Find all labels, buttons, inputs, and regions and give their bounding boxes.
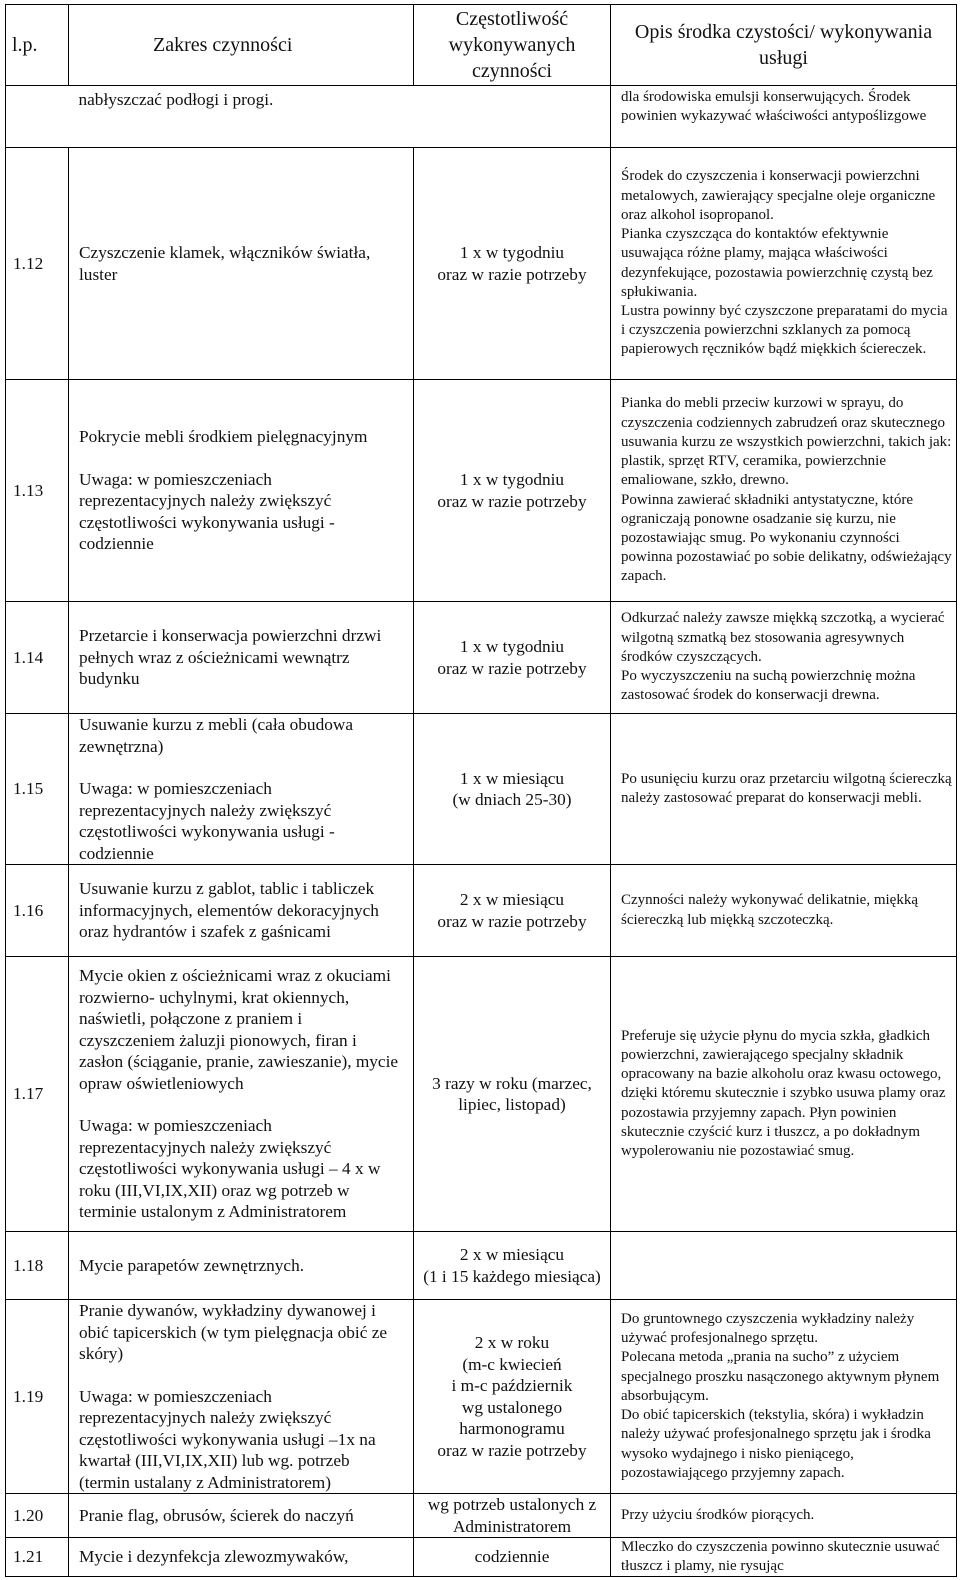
continued-description: dla środowiska emulsji konserwujących. Środek powinien wykazywać właściwości antypoślizgowe [611, 86, 957, 148]
frequency-line: oraz w razie potrzeby [437, 658, 587, 678]
description-paragraph: Lustra powinny być czyszczone preparatami do mycia i czyszczenia powierzchni szklanych za pomocą papierowych ręczników bądź miękkich ściereczek. [621, 302, 948, 358]
frequency-line: oraz w razie potrzeby [437, 1440, 587, 1460]
header-lp: l.p. [6, 5, 69, 86]
frequency-line: codziennie [474, 1547, 550, 1567]
scope-cell [69, 1494, 414, 1538]
scope-note: Uwaga: w pomieszczeniach reprezentacyjnych należy zwiększyć częstotliwości wykonywania usługi – 4 x w roku (III,VI,IX,XII) oraz wg potrzeb w terminie ustalonym z Administratorem [79, 1116, 381, 1222]
scope-cell [69, 602, 414, 714]
table-row [6, 957, 957, 1232]
row-number: 1.16 [6, 865, 69, 957]
description-paragraph: Powinna zawierać składniki antystatyczne, które ograniczają ponowne osadzanie się kurzu, nie pozostawiając smug. Po wykonaniu czynności powinna pozostawiać po sobie delikatny, odświeżający zapach. [621, 491, 952, 585]
description-cell [611, 602, 957, 714]
header-description: Opis środka czystości/ wykonywania usługi [611, 5, 957, 86]
description-paragraph: Po usunięciu kurzu oraz przetarciu wilgotną ściereczką należy zastosować preparat do konserwacji mebli. [621, 770, 952, 806]
frequency-cell [414, 1538, 611, 1577]
scope-cell [69, 714, 414, 865]
scope-note: Uwaga: w pomieszczeniach reprezentacyjnych należy zwiększyć częstotliwości wykonywania usługi –1x na kwartał (III,VI,IX,XII) lub wg. potrzeb (termin ustalany z Administratorem) [79, 1386, 376, 1492]
scope-note: Uwaga: w pomieszczeniach reprezentacyjnych należy zwiększyć częstotliwości wykonywania usługi - codziennie [79, 779, 335, 863]
description-paragraph: Po wyczyszczeniu na suchą powierzchnię można zastosować środek do konserwacji drewna. [621, 668, 916, 704]
frequency-cell [414, 714, 611, 865]
frequency-cell [414, 957, 611, 1232]
frequency-cell [414, 1494, 611, 1538]
frequency-line: i m-c październik [451, 1376, 573, 1395]
description-paragraph: Preferuje się użycie płynu do mycia szkła, gładkich powierzchni, zawierającego specjalny składnik opracowany na bazie alkoholu oraz kwasu octowego, dzięki któremu skutecznie i szybko usuwa plamy oraz pozostawia przyjemny zapach. Płyn powinien skutecznie czyścić kurz i tłuszcz, a po dokładnym wypolerowaniu nie pozostawiać smug. [621, 1027, 946, 1159]
table-header-row [6, 5, 957, 86]
scope-cell [69, 148, 414, 380]
scope-text: Usuwanie kurzu z mebli (cała obudowa zewnętrzna) [79, 715, 354, 756]
frequency-cell [414, 1232, 611, 1300]
description-paragraph: Pianka do mebli przeciw kurzowi w sprayu, do czyszczenia codziennych zabrudzeń oraz skutecznego usuwania kurzu ze wszystkich powierzchni, takich jak: plastik, sprzęt RTV, ceramika, powierzchnie emaliowane, szkło, drewno. [621, 395, 952, 489]
table-row [6, 148, 957, 380]
scope-text: Mycie okien z ościeżnicami wraz z okuciami rozwierno- uchylnymi, krat okiennych, naświetli, połączone z praniem i czyszczeniem żaluzji pionowych, firan i zasłon (ściąganie, pranie, zawieszanie), mycie opraw oświetleniowych [79, 966, 399, 1093]
frequency-line: 3 razy w roku (marzec, lipiec, listopad) [432, 1073, 592, 1114]
scope-text: Mycie parapetów zewnętrznych. [79, 1255, 305, 1275]
scope-text: Pokrycie mebli środkiem pielęgnacyjnym [79, 427, 368, 447]
scope-text: Czyszczenie klamek, włączników światła, luster [79, 243, 371, 284]
frequency-line: oraz w razie potrzeby [437, 491, 587, 511]
frequency-line: wg potrzeb ustalonych z Administratorem [427, 1495, 597, 1536]
frequency-line: wg ustalonego harmonogramu [459, 1397, 565, 1438]
row-number: 1.12 [6, 148, 69, 380]
row-number: 1.17 [6, 957, 69, 1232]
description-paragraph: Środek do czyszczenia i konserwacji powierzchni metalowych, zawierający specjalne oleje organiczne oraz alkohol isopropanol. [621, 168, 936, 223]
continued-row [6, 86, 957, 148]
table-row [6, 865, 957, 957]
table-row [6, 1494, 957, 1538]
table-row [6, 1232, 957, 1300]
frequency-line: 1 x w tygodniu [459, 470, 565, 489]
scope-note: Uwaga: w pomieszczeniach reprezentacyjnych należy zwiększyć częstotliwości wykonywania usługi - codziennie [79, 469, 335, 554]
scope-text: Przetarcie i konserwacja powierzchni drzwi pełnych wraz z ościeżnicami wewnątrz budynku [79, 626, 382, 689]
scope-cell [69, 957, 414, 1232]
scope-text: Usuwanie kurzu z gablot, tablic i tabliczek informacyjnych, elementów dekoracyjnych oraz hydrantów i szafek z gaśnicami [79, 879, 379, 942]
frequency-cell [414, 865, 611, 957]
scope-cell [69, 1300, 414, 1494]
table-row [6, 1538, 957, 1577]
scope-cell [69, 865, 414, 957]
frequency-line: (1 i 15 każdego miesiąca) [423, 1266, 601, 1286]
header-frequency: Częstotliwość wykonywanych czynności [414, 5, 611, 86]
scope-text: Pranie flag, obrusów, ścierek do naczyń [79, 1505, 354, 1525]
description-paragraph: Do gruntownego czyszczenia wykładziny należy używać profesjonalnego sprzętu. [621, 1311, 915, 1347]
description-cell [611, 1300, 957, 1494]
description-cell [611, 1538, 957, 1577]
description-paragraph: Mleczko do czyszczenia powinno skutecznie usuwać tłuszcz i plamy, nie rysując [621, 1539, 940, 1575]
description-cell [611, 148, 957, 380]
scope-text: Pranie dywanów, wykładziny dywanowej i obić tapicerskich (w tym pielęgnacja obić ze skóry) [79, 1301, 388, 1363]
row-number: 1.13 [6, 380, 69, 602]
description-paragraph: Pianka czyszcząca do kontaktów efektywnie usuwająca różne plamy, mająca właściwości dezynfekujące, pozostawia powierzchnię czystą bez spłukiwania. [621, 226, 933, 300]
scope-text: Mycie i dezynfekcja zlewozmywaków, [79, 1547, 349, 1567]
description-cell [611, 380, 957, 602]
row-number: 1.14 [6, 602, 69, 714]
cleaning-scope-table [5, 4, 957, 1577]
frequency-line: 1 x w tygodniu [459, 243, 565, 262]
description-cell [611, 1494, 957, 1538]
table-row [6, 714, 957, 865]
frequency-line: 2 x w miesiącu [459, 1245, 565, 1264]
scope-cell [69, 380, 414, 602]
row-number: 1.20 [6, 1494, 69, 1538]
description-cell [611, 1232, 957, 1300]
continued-scope: nabłyszczać podłogi i progi. [69, 86, 414, 148]
table-row [6, 380, 957, 602]
scope-cell [69, 1538, 414, 1577]
frequency-cell [414, 602, 611, 714]
table-row [6, 1300, 957, 1494]
row-number: 1.21 [6, 1538, 69, 1577]
description-paragraph: Przy użyciu środków piorących. [621, 1506, 815, 1523]
frequency-line: oraz w razie potrzeby [437, 264, 587, 284]
description-paragraph: Do obić tapicerskich (tekstylia, skóra) i wykładzin należy używać profesjonalnego sprzętu jak i środka wysoko wydajnego i nisko pieniącego, pozostawiającego przyjemny zapach. [621, 1407, 931, 1481]
row-number: 1.19 [6, 1300, 69, 1494]
frequency-line: 1 x w miesiącu [459, 768, 565, 788]
frequency-line: 1 x w tygodniu [459, 637, 565, 656]
frequency-cell [414, 1300, 611, 1494]
document-page [5, 4, 956, 1577]
frequency-line: oraz w razie potrzeby [437, 911, 587, 931]
description-cell [611, 865, 957, 957]
row-number: 1.18 [6, 1232, 69, 1300]
table-row [6, 602, 957, 714]
description-cell [611, 714, 957, 865]
frequency-cell [414, 148, 611, 380]
description-paragraph: Polecana metoda „prania na sucho” z użyciem specjalnego proszku nasączonego aktywnym płynem absorbującym. [621, 1349, 940, 1404]
row-number: 1.15 [6, 714, 69, 865]
description-cell [611, 957, 957, 1232]
frequency-line: (w dniach 25-30) [452, 790, 572, 809]
header-scope: Zakres czynności [69, 5, 414, 86]
frequency-line: 2 x w miesiącu [459, 890, 565, 909]
description-paragraph: Odkurzać należy zawsze miękką szczotką, a wycierać wilgotną szmatką bez stosowania agresywnych środków czyszczących. [621, 610, 945, 665]
scope-cell [69, 1232, 414, 1300]
frequency-line: 2 x w roku [474, 1333, 550, 1352]
description-paragraph: Czynności należy wykonywać delikatnie, miękką ściereczką lub miękką szczoteczką. [621, 892, 918, 928]
frequency-line: (m-c kwiecień [462, 1354, 562, 1374]
frequency-cell [414, 380, 611, 602]
